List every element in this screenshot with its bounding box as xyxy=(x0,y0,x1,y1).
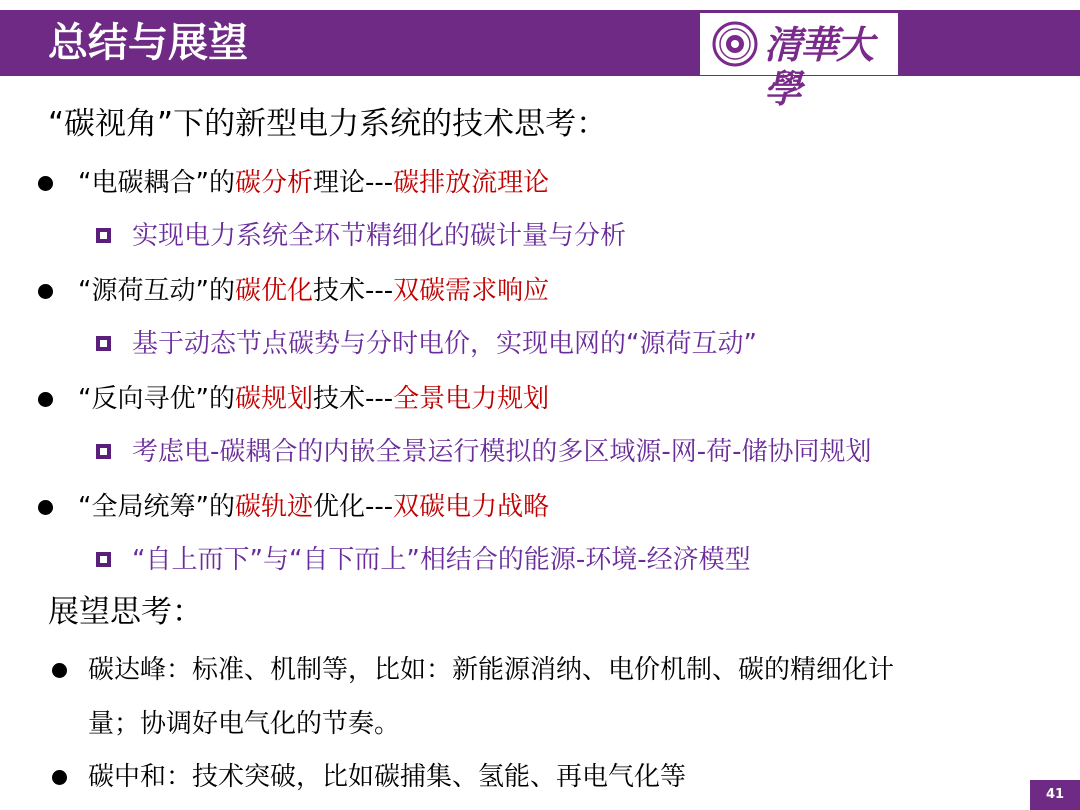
tech-item-1-mid: 理论--- xyxy=(312,168,394,198)
tech-item-3-pre: “反向寻优”的 xyxy=(78,384,235,414)
tech-item-3-highlight-2: 全景电力规划 xyxy=(393,384,550,414)
tech-item-3-mid: 技术--- xyxy=(312,384,394,414)
page-number-badge xyxy=(1030,780,1080,810)
tech-item-2-highlight-1: 碳优化 xyxy=(234,276,313,306)
tech-item-4-highlight-2: 双碳电力战略 xyxy=(393,492,550,522)
university-seal-icon xyxy=(712,21,758,67)
tech-item-2-highlight-2: 双碳需求响应 xyxy=(393,276,550,306)
tech-item-4-pre: “全局统筹”的 xyxy=(78,492,235,522)
tech-item-4 xyxy=(78,487,549,527)
tech-item-4-mid: 优化--- xyxy=(312,492,394,522)
square-bullet-icon xyxy=(96,552,111,567)
tech-item-1-highlight-1: 碳分析 xyxy=(234,168,313,198)
outlook-item-1-line-2: 量；协调好电气化的节奏。 xyxy=(88,709,401,739)
square-bullet-icon xyxy=(96,336,111,351)
square-bullet-icon xyxy=(96,444,111,459)
tech-item-2-pre: “源荷互动”的 xyxy=(78,276,235,306)
section-heading-outlook: 展望思考： xyxy=(48,594,203,630)
bullet-dot-icon xyxy=(52,663,67,678)
bullet-dot-icon xyxy=(52,770,67,785)
section-heading-tech: “碳视角”下的新型电力系统的技术思考： xyxy=(48,106,608,142)
tech-item-1 xyxy=(78,163,549,203)
tech-item-3-sub: 考虑电-碳耦合的内嵌全景运行模拟的多区域源-网-荷-储协同规划 xyxy=(132,437,872,467)
tech-item-4-highlight-1: 碳轨迹 xyxy=(234,492,313,522)
title-bar xyxy=(0,10,1080,76)
square-bullet-icon xyxy=(96,228,111,243)
tech-item-2-mid: 技术--- xyxy=(312,276,394,306)
outlook-item-1-line-1: 碳达峰：标准、机制等，比如：新能源消纳、电价机制、碳的精细化计 xyxy=(88,655,895,685)
tech-item-1-highlight-2: 碳排放流理论 xyxy=(393,168,550,198)
slide-title: 总结与展望 xyxy=(48,20,248,66)
bullet-dot-icon xyxy=(38,500,53,515)
bullet-dot-icon xyxy=(38,284,53,299)
outlook-item-2: 碳中和：技术突破，比如碳捕集、氢能、再电气化等 xyxy=(88,762,687,792)
tech-item-2-sub: 基于动态节点碳势与分时电价，实现电网的“源荷互动” xyxy=(132,329,757,359)
tech-item-1-pre: “电碳耦合”的 xyxy=(78,168,235,198)
bullet-dot-icon xyxy=(38,392,53,407)
page-number: 41 xyxy=(1045,787,1065,802)
bullet-dot-icon xyxy=(38,176,53,191)
university-name-logo-text: 清華大學 xyxy=(764,22,873,111)
tsinghua-logo xyxy=(700,13,898,111)
tech-item-3 xyxy=(78,379,549,419)
tech-item-3-highlight-1: 碳规划 xyxy=(234,384,313,414)
tech-item-1-sub: 实现电力系统全环节精细化的碳计量与分析 xyxy=(132,221,627,251)
tech-item-2 xyxy=(78,271,549,311)
tech-item-4-sub: “自上而下”与“自下而上”相结合的能源-环境-经济模型 xyxy=(132,545,751,575)
